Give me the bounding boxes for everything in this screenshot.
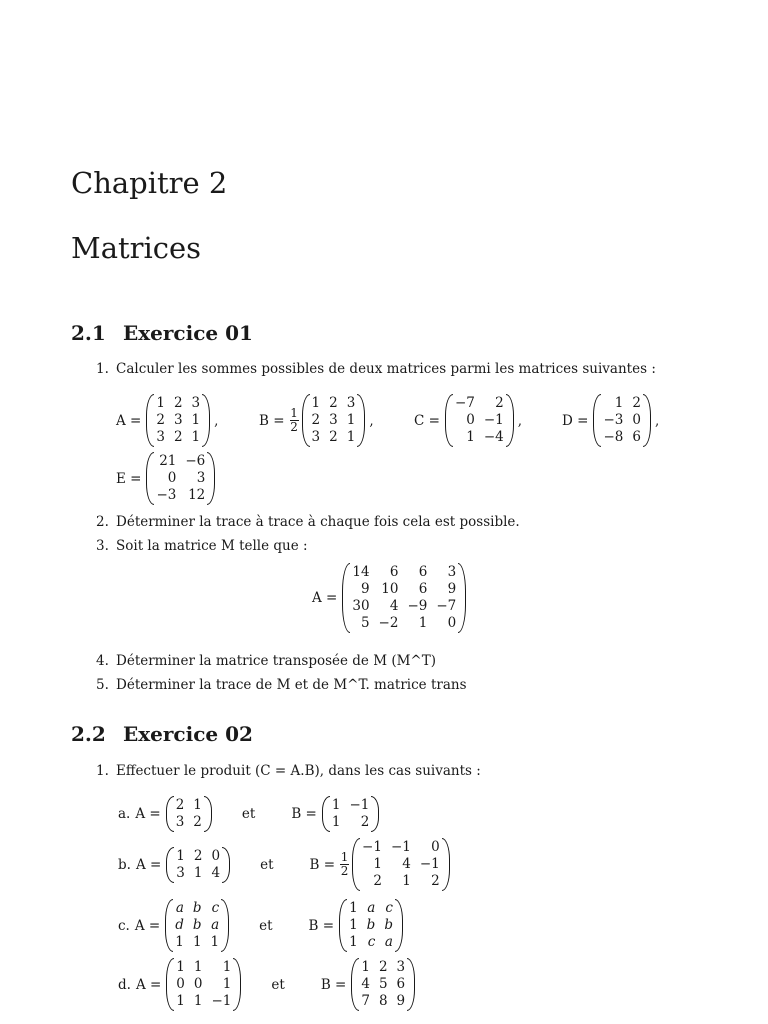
item-text: Déterminer la trace de M et de M^T. matrice trans bbox=[116, 677, 467, 693]
matrix-entry: c bbox=[367, 934, 376, 950]
numerator: 1 bbox=[340, 850, 349, 864]
matrix-entry: −1 bbox=[362, 839, 382, 855]
matrix-entry: 1 bbox=[349, 934, 358, 950]
matrix-entry: 3 bbox=[447, 564, 457, 580]
matrix-entry: 2 bbox=[378, 959, 388, 975]
denominator: 2 bbox=[340, 864, 349, 878]
matrix-entry: 1 bbox=[349, 900, 358, 916]
matrix-entry: 14 bbox=[352, 564, 370, 580]
matrix-label: B = bbox=[308, 917, 335, 934]
matrix-M bbox=[312, 563, 466, 633]
matrix-entry: −6 bbox=[185, 453, 206, 469]
matrix-entry: −3 bbox=[156, 487, 177, 503]
item-number: 1. bbox=[96, 361, 109, 377]
matrix-entry: 4 bbox=[211, 864, 221, 881]
matrix-entry: 7 bbox=[361, 993, 370, 1009]
matrix-entry: c bbox=[385, 900, 393, 916]
right-paren bbox=[202, 394, 210, 447]
matrix-entry: 6 bbox=[632, 429, 641, 445]
matrix-entry: 3 bbox=[156, 429, 165, 445]
matrix-entry: 6 bbox=[418, 581, 428, 597]
right-paren bbox=[233, 958, 241, 1011]
matrix-entry: 1 bbox=[193, 864, 203, 881]
conjunction: et bbox=[260, 856, 274, 873]
section-title: Exercice 01 bbox=[123, 321, 253, 345]
left-paren bbox=[339, 899, 347, 952]
matrix-entry: 1 bbox=[193, 959, 203, 975]
matrix-entry: d bbox=[175, 917, 184, 933]
matrix-label: A = bbox=[116, 412, 142, 429]
matrix-entry: 1 bbox=[349, 917, 358, 933]
item-number: 2. bbox=[96, 514, 109, 530]
matrix-entry: 2 bbox=[173, 395, 183, 411]
matrix-entry: 1 bbox=[346, 429, 356, 445]
matrix-entry: 2 bbox=[373, 873, 382, 889]
matrix-entry: 2 bbox=[431, 873, 440, 889]
matrix-label: B = bbox=[309, 856, 336, 873]
matrix-cells bbox=[360, 838, 442, 891]
matrix-entry: 2 bbox=[329, 429, 338, 445]
case-letter: b. bbox=[118, 856, 131, 873]
matrix-entry: 1 bbox=[331, 797, 341, 813]
matrix bbox=[146, 394, 210, 447]
left-paren bbox=[342, 563, 350, 633]
matrix-entry: 1 bbox=[361, 959, 370, 975]
matrix-entry: 1 bbox=[331, 814, 341, 830]
matrix-label: B = bbox=[320, 976, 347, 993]
matrix-entry: 1 bbox=[193, 993, 203, 1009]
right-paren bbox=[442, 838, 450, 891]
matrix-label: E = bbox=[116, 470, 142, 487]
matrix bbox=[352, 838, 450, 891]
matrix-label: A = bbox=[135, 856, 162, 873]
matrix-entry: 0 bbox=[211, 847, 221, 864]
matrix bbox=[166, 847, 230, 883]
matrix-cells bbox=[310, 394, 358, 447]
matrix-entry: b bbox=[384, 917, 393, 933]
right-paren bbox=[357, 394, 365, 447]
left-paren bbox=[302, 394, 310, 447]
right-paren bbox=[207, 452, 215, 505]
product-case-a bbox=[118, 796, 379, 832]
section-heading-2 bbox=[71, 722, 253, 746]
matrix-entry: 3 bbox=[191, 395, 201, 411]
left-paren bbox=[593, 394, 601, 447]
matrix-entry: 1 bbox=[156, 395, 165, 411]
matrix-cells bbox=[154, 394, 202, 447]
matrix-entry: 2 bbox=[175, 797, 185, 813]
matrix-entry: 3 bbox=[396, 959, 406, 975]
matrix-entry: 2 bbox=[173, 429, 183, 445]
item-number: 3. bbox=[96, 538, 109, 554]
matrix-label: C = bbox=[414, 412, 440, 429]
matrix-cells bbox=[174, 958, 233, 1011]
conjunction: et bbox=[271, 976, 285, 993]
matrix-D bbox=[562, 394, 659, 447]
matrix-entry: 1 bbox=[210, 934, 220, 950]
matrix-entry: 1 bbox=[418, 615, 428, 631]
matrix-entry: 1 bbox=[222, 976, 232, 992]
left-paren bbox=[165, 899, 173, 952]
matrix-entry: 2 bbox=[329, 395, 338, 411]
matrix-entry: c bbox=[211, 900, 220, 916]
matrix-cells bbox=[330, 796, 372, 832]
matrix-entry: −3 bbox=[603, 412, 624, 428]
matrix-label: A = bbox=[135, 976, 162, 993]
matrix-entry: 21 bbox=[159, 453, 177, 469]
punctuation: , bbox=[214, 412, 219, 429]
matrix-entry: 1 bbox=[373, 856, 382, 872]
matrix-cells bbox=[350, 563, 458, 633]
matrix-entry: −1 bbox=[390, 839, 411, 855]
right-paren bbox=[643, 394, 651, 447]
matrix-entry: 1 bbox=[176, 847, 185, 864]
matrix-cells bbox=[174, 796, 204, 832]
matrix-entry: −1 bbox=[419, 856, 440, 872]
matrix bbox=[166, 958, 241, 1011]
matrix-B bbox=[259, 394, 374, 447]
matrix-entry: b bbox=[366, 917, 376, 933]
left-paren bbox=[166, 958, 174, 1011]
matrix-entry: 6 bbox=[418, 564, 428, 580]
matrix-entry: 3 bbox=[196, 470, 206, 486]
matrix-entry: 4 bbox=[402, 856, 411, 872]
matrix-entry: 1 bbox=[193, 797, 202, 813]
right-paren bbox=[506, 394, 514, 447]
right-paren bbox=[221, 899, 229, 952]
matrix-entry: a bbox=[211, 917, 220, 933]
left-paren bbox=[352, 838, 360, 891]
matrix-entry: 9 bbox=[447, 581, 457, 597]
matrix-cells bbox=[347, 899, 395, 952]
item-text: Calculer les sommes possibles de deux matrices parmi les matrices suivantes : bbox=[116, 361, 656, 377]
matrix-entry: 1 bbox=[175, 934, 184, 950]
numerator: 1 bbox=[290, 406, 298, 420]
matrix-entry: 3 bbox=[175, 814, 185, 830]
matrix-entry: 3 bbox=[173, 412, 183, 428]
matrix-entry: 1 bbox=[222, 959, 232, 975]
matrix bbox=[342, 563, 466, 633]
matrix-entry: −1 bbox=[349, 797, 370, 813]
matrix-entry: 0 bbox=[632, 412, 641, 428]
matrix-entry: 8 bbox=[378, 993, 388, 1009]
matrix-E bbox=[116, 452, 215, 505]
matrix-A bbox=[116, 394, 218, 447]
item-text: Déterminer la trace à trace à chaque fois cela est possible. bbox=[116, 514, 520, 530]
item-number: 5. bbox=[96, 677, 109, 693]
ex1-item-4 bbox=[96, 653, 436, 669]
conjunction: et bbox=[241, 806, 256, 822]
matrix-entry: a bbox=[175, 900, 184, 916]
matrix-entry: 3 bbox=[311, 429, 321, 445]
matrix-entry: b bbox=[192, 917, 202, 933]
matrix-entry: 2 bbox=[495, 395, 504, 411]
matrix-entry: 5 bbox=[378, 976, 388, 992]
matrix-label: B = bbox=[291, 806, 317, 822]
matrix-label: B = bbox=[259, 412, 285, 429]
matrix-cells bbox=[154, 452, 207, 505]
right-paren bbox=[204, 796, 212, 832]
case-letter: a. bbox=[118, 806, 131, 822]
matrix-entry: 3 bbox=[176, 864, 185, 881]
matrix-entry: a bbox=[367, 900, 376, 916]
matrix-entry: −8 bbox=[603, 429, 624, 445]
chapter-title: Matrices bbox=[71, 231, 202, 265]
left-paren bbox=[146, 394, 154, 447]
matrix-entry: 2 bbox=[632, 395, 641, 411]
ex2-item-1 bbox=[96, 763, 481, 779]
matrix-entry: b bbox=[192, 900, 202, 916]
matrix-entry: 3 bbox=[346, 395, 356, 411]
matrix-label: A = bbox=[312, 590, 338, 606]
matrix-entry: −7 bbox=[436, 598, 457, 614]
matrix-entry: 1 bbox=[176, 993, 185, 1009]
matrix-entry: 2 bbox=[193, 814, 202, 830]
item-number: 1. bbox=[96, 763, 109, 779]
matrix-entry: 4 bbox=[361, 976, 370, 992]
matrix bbox=[322, 796, 380, 832]
matrix-entry: 0 bbox=[431, 839, 440, 855]
product-case-d bbox=[118, 958, 415, 1011]
matrix-entry: 3 bbox=[329, 412, 338, 428]
matrix bbox=[302, 394, 366, 447]
matrix-entry: −4 bbox=[483, 429, 504, 445]
matrix bbox=[146, 452, 215, 505]
matrix bbox=[351, 958, 415, 1011]
punctuation: , bbox=[369, 412, 374, 429]
section-number: 2.2 bbox=[71, 722, 106, 746]
right-paren bbox=[395, 899, 403, 952]
matrix-entry: 30 bbox=[352, 598, 370, 614]
matrix-entry: 10 bbox=[381, 581, 399, 597]
case-letter: c. bbox=[118, 917, 130, 934]
ex1-item-2 bbox=[96, 514, 520, 530]
matrix-entry: 0 bbox=[447, 615, 457, 631]
matrix-entry: −1 bbox=[211, 993, 232, 1009]
left-paren bbox=[166, 796, 174, 832]
chapter-heading: Chapitre 2 bbox=[71, 166, 228, 200]
denominator: 2 bbox=[290, 420, 298, 434]
matrix-entry: 1 bbox=[192, 934, 202, 950]
matrix-entry: 9 bbox=[396, 993, 406, 1009]
matrix-entry: 5 bbox=[360, 615, 370, 631]
item-number: 4. bbox=[96, 653, 109, 669]
matrix-label: D = bbox=[562, 412, 589, 429]
ex1-item-3 bbox=[96, 538, 308, 554]
item-text: Soit la matrice M telle que : bbox=[116, 538, 308, 554]
left-paren bbox=[445, 394, 453, 447]
matrix-entry: 4 bbox=[389, 598, 399, 614]
right-paren bbox=[407, 958, 415, 1011]
matrix-label: A = bbox=[134, 917, 161, 934]
product-case-c bbox=[118, 899, 403, 952]
matrix-entry: 1 bbox=[466, 429, 475, 445]
fraction bbox=[340, 851, 349, 878]
matrix-entry: 6 bbox=[389, 564, 399, 580]
conjunction: et bbox=[259, 917, 273, 934]
matrix-entry: 2 bbox=[360, 814, 370, 830]
matrix-entry: 1 bbox=[191, 429, 201, 445]
case-letter: d. bbox=[118, 976, 131, 993]
right-paren bbox=[222, 847, 230, 883]
item-text: Déterminer la matrice transposée de M (M^T) bbox=[116, 653, 436, 669]
matrix-entry: −2 bbox=[378, 615, 399, 631]
section-title: Exercice 02 bbox=[123, 722, 253, 746]
section-number: 2.1 bbox=[71, 321, 106, 345]
fraction bbox=[290, 407, 299, 434]
matrix-entry: −9 bbox=[407, 598, 428, 614]
ex1-item-5 bbox=[96, 677, 467, 693]
matrix-entry: 1 bbox=[191, 412, 201, 428]
punctuation: , bbox=[654, 412, 660, 429]
matrix-entry: 2 bbox=[156, 412, 165, 428]
matrix bbox=[445, 394, 514, 447]
matrix bbox=[339, 899, 403, 952]
matrix-entry: −1 bbox=[483, 412, 504, 428]
matrix-entry: 0 bbox=[167, 470, 177, 486]
matrix-label: A = bbox=[135, 806, 161, 822]
matrix-cells bbox=[601, 394, 643, 447]
matrix-cells bbox=[174, 847, 222, 883]
matrix bbox=[593, 394, 651, 447]
section-heading-1 bbox=[71, 321, 253, 345]
matrix-cells bbox=[173, 899, 221, 952]
matrix-entry: 1 bbox=[402, 873, 411, 889]
product-case-b bbox=[118, 838, 450, 891]
matrix-C bbox=[414, 394, 522, 447]
left-paren bbox=[351, 958, 359, 1011]
matrix-entry: 0 bbox=[176, 976, 185, 992]
matrix-entry: 0 bbox=[193, 976, 203, 992]
item-text: Effectuer le produit (C = A.B), dans les cas suivants : bbox=[116, 763, 481, 779]
matrix-cells bbox=[359, 958, 407, 1011]
matrix-entry: 1 bbox=[346, 412, 356, 428]
matrix-entry: 2 bbox=[193, 847, 203, 864]
matrix bbox=[166, 796, 212, 832]
matrix-entry: 1 bbox=[614, 395, 624, 411]
matrix-entry: 1 bbox=[311, 395, 321, 411]
matrix-entry: 6 bbox=[396, 976, 406, 992]
punctuation: , bbox=[517, 412, 523, 429]
ex1-item-1 bbox=[96, 361, 656, 377]
right-paren bbox=[371, 796, 379, 832]
matrix bbox=[165, 899, 229, 952]
matrix-entry: 9 bbox=[360, 581, 370, 597]
matrix-cells bbox=[453, 394, 506, 447]
left-paren bbox=[146, 452, 154, 505]
left-paren bbox=[322, 796, 330, 832]
matrix-entry: 12 bbox=[188, 487, 206, 503]
matrix-entry: 2 bbox=[311, 412, 321, 428]
matrix-entry: 0 bbox=[466, 412, 475, 428]
matrix-entry: 1 bbox=[176, 959, 185, 975]
right-paren bbox=[458, 563, 466, 633]
left-paren bbox=[166, 847, 174, 883]
matrix-entry: −7 bbox=[454, 395, 475, 411]
matrix-entry: a bbox=[384, 934, 393, 950]
